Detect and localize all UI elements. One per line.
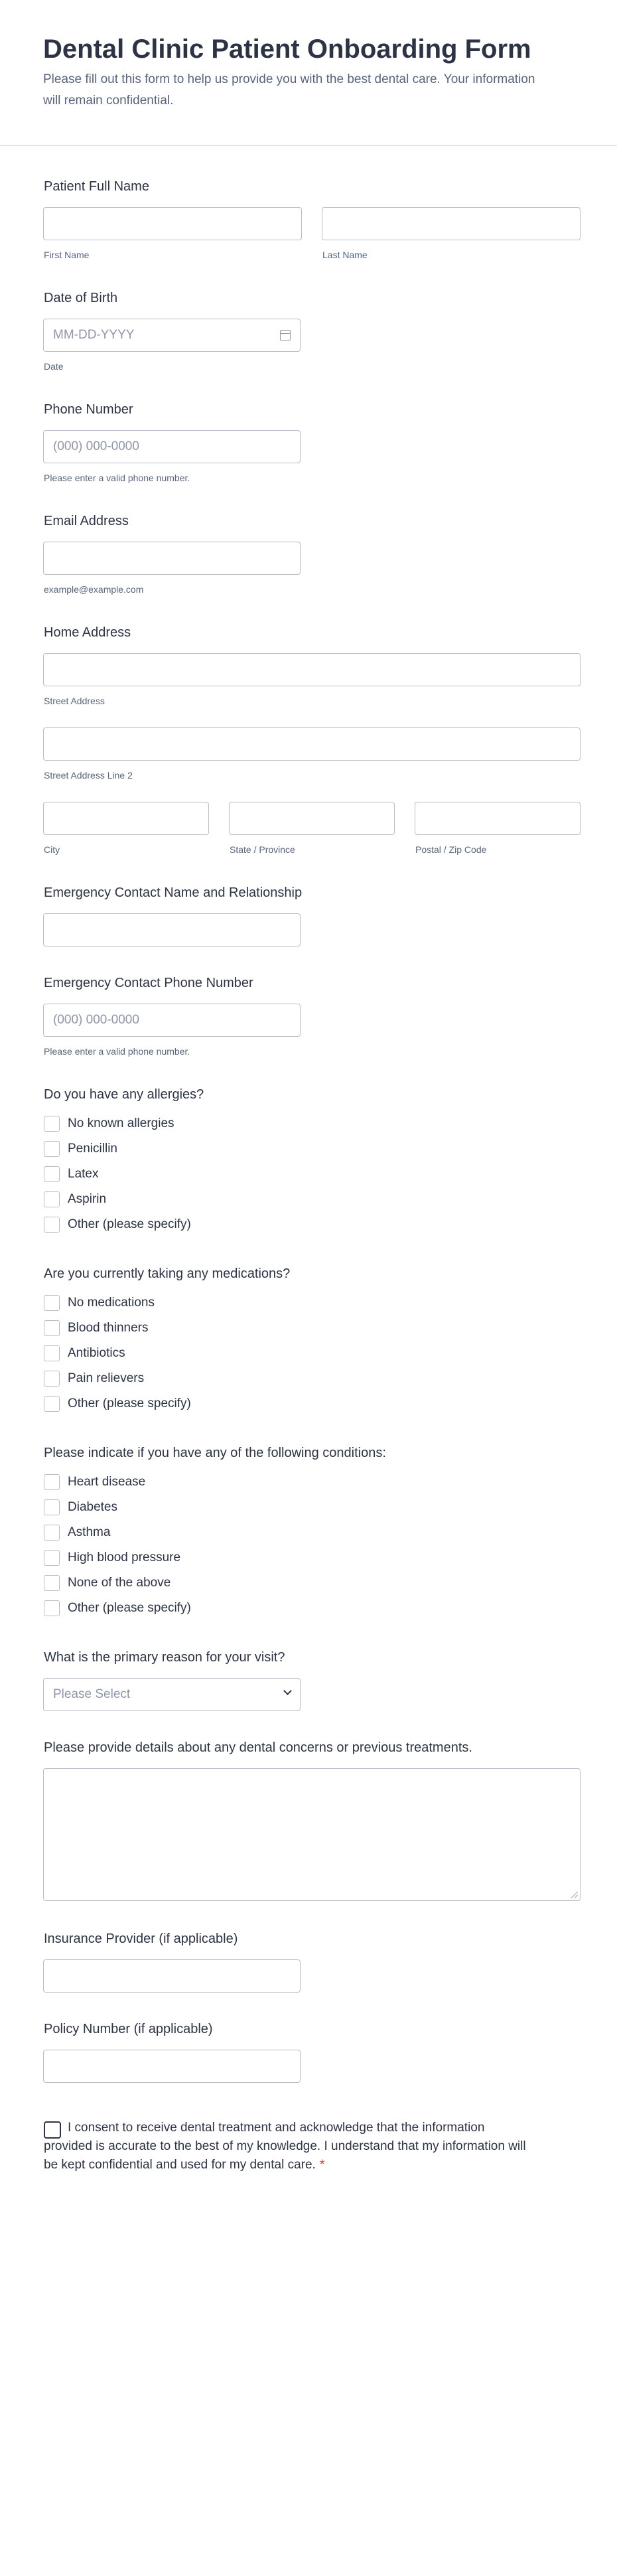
checkbox[interactable] — [44, 1396, 60, 1412]
consent-label: I consent to receive dental treatment and acknowledge that the information provided is accurate to the best of my knowledge. I understand that my information will be kept confidential and used for my dental care. — [44, 2121, 526, 2172]
insurance-input[interactable] — [43, 1959, 301, 1993]
option-label: Heart disease — [68, 1475, 146, 1489]
option-label: No known allergies — [68, 1116, 174, 1130]
patient-name-label: Patient Full Name — [44, 179, 149, 194]
zip-sublabel: Postal / Zip Code — [415, 844, 487, 855]
reason-label: What is the primary reason for your visit? — [44, 1650, 285, 1665]
option-label: Asthma — [68, 1525, 111, 1539]
option-label: Other (please specify) — [68, 1217, 191, 1231]
insurance-label: Insurance Provider (if applicable) — [44, 1932, 238, 1946]
dob-label: Date of Birth — [44, 291, 118, 305]
street-address-2-sublabel: Street Address Line 2 — [44, 770, 133, 781]
option-label: No medications — [68, 1296, 155, 1310]
policy-label: Policy Number (if applicable) — [44, 2022, 213, 2036]
dob-placeholder: MM-DD-YYYY — [53, 328, 135, 342]
phone-placeholder: (000) 000-0000 — [53, 439, 139, 453]
option-label: High blood pressure — [68, 1551, 181, 1564]
state-sublabel: State / Province — [230, 844, 295, 855]
option-label: Aspirin — [68, 1192, 107, 1206]
street-address-input[interactable] — [43, 653, 581, 686]
form-subtitle: Please fill out this form to help us provide you with the best dental care. Your information will remain confidential. — [43, 72, 535, 108]
option-label: Latex — [68, 1167, 99, 1181]
last-name-sublabel: Last Name — [322, 250, 368, 260]
checkbox[interactable] — [44, 1499, 60, 1515]
address-label: Home Address — [44, 625, 131, 640]
first-name-sublabel: First Name — [44, 250, 90, 260]
phone-input[interactable] — [43, 430, 301, 463]
checkbox[interactable] — [44, 1166, 60, 1182]
email-label: Email Address — [44, 514, 129, 528]
email-sublabel: example@example.com — [44, 584, 144, 595]
street-address-sublabel: Street Address — [44, 696, 105, 706]
option-label: Diabetes — [68, 1500, 117, 1514]
allergies-label: Do you have any allergies? — [44, 1087, 204, 1102]
reason-select[interactable] — [43, 1678, 301, 1711]
first-name-input[interactable] — [43, 207, 302, 240]
city-input[interactable] — [43, 802, 209, 835]
calendar-icon[interactable] — [280, 330, 291, 341]
email-input[interactable] — [43, 542, 301, 575]
option-label: Other (please specify) — [68, 1397, 191, 1410]
emergency-phone-input[interactable] — [43, 1004, 301, 1037]
option-label: Antibiotics — [68, 1346, 125, 1360]
consent-text[interactable] — [44, 2119, 535, 2174]
form-header — [0, 0, 617, 146]
checkbox[interactable] — [44, 1525, 60, 1541]
chevron-down-icon — [283, 1687, 292, 1695]
medications-label: Are you currently taking any medications? — [44, 1266, 291, 1281]
checkbox[interactable] — [44, 1575, 60, 1591]
option-label: None of the above — [68, 1576, 171, 1590]
checkbox[interactable] — [44, 1474, 60, 1490]
option-label: Pain relievers — [68, 1371, 145, 1385]
last-name-input[interactable] — [322, 207, 581, 240]
checkbox[interactable] — [44, 1141, 60, 1157]
checkbox[interactable] — [44, 1295, 60, 1311]
form-title: Dental Clinic Patient Onboarding Form — [43, 35, 531, 64]
details-label: Please provide details about any dental concerns or previous treatments. — [44, 1740, 472, 1755]
dob-sublabel: Date — [44, 361, 64, 372]
emergency-name-label: Emergency Contact Name and Relationship — [44, 885, 303, 900]
details-textarea[interactable] — [43, 1768, 581, 1901]
emergency-phone-sublabel: Please enter a valid phone number. — [44, 1046, 190, 1057]
checkbox[interactable] — [44, 1320, 60, 1336]
street-address-2-input[interactable] — [43, 727, 581, 761]
checkbox[interactable] — [44, 1371, 60, 1387]
emergency-name-input[interactable] — [43, 913, 301, 947]
required-mark: * — [319, 2158, 325, 2172]
phone-sublabel: Please enter a valid phone number. — [44, 473, 190, 483]
resize-handle-icon[interactable] — [571, 1892, 578, 1898]
city-sublabel: City — [44, 844, 60, 855]
checkbox[interactable] — [44, 1345, 60, 1361]
state-input[interactable] — [229, 802, 395, 835]
emergency-phone-placeholder: (000) 000-0000 — [53, 1013, 139, 1027]
conditions-label: Please indicate if you have any of the following conditions: — [44, 1446, 386, 1460]
option-label: Blood thinners — [68, 1321, 149, 1335]
policy-input[interactable] — [43, 2050, 301, 2083]
phone-label: Phone Number — [44, 402, 133, 417]
checkbox[interactable] — [44, 1600, 60, 1616]
checkbox[interactable] — [44, 1116, 60, 1132]
reason-placeholder: Please Select — [53, 1687, 131, 1701]
checkbox[interactable] — [44, 1550, 60, 1566]
dob-input[interactable] — [43, 319, 301, 352]
checkbox[interactable] — [44, 1217, 60, 1233]
option-label: Other (please specify) — [68, 1601, 191, 1615]
option-label: Penicillin — [68, 1142, 117, 1156]
emergency-phone-label: Emergency Contact Phone Number — [44, 976, 253, 990]
zip-input[interactable] — [415, 802, 581, 835]
checkbox[interactable] — [44, 1191, 60, 1207]
